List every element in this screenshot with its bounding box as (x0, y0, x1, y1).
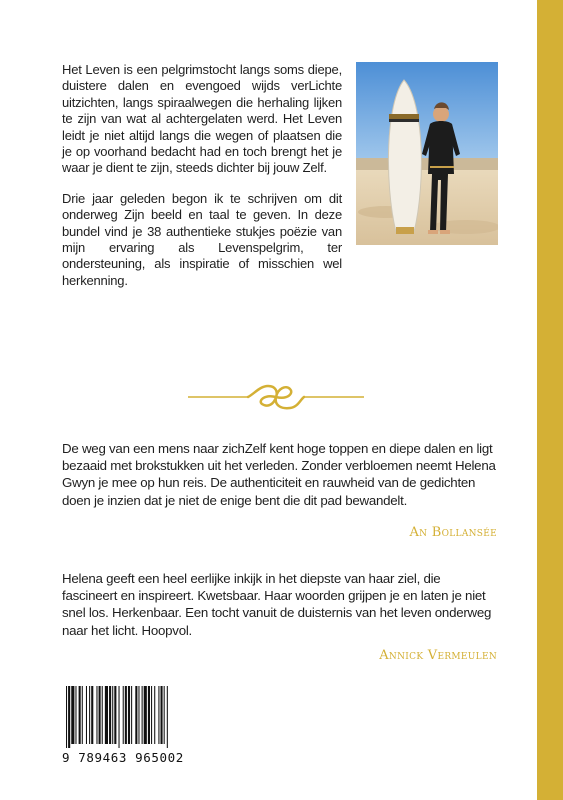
author-photo (356, 62, 498, 245)
review-quote-2: Helena geeft een heel eerlijke inkijk in het diepste van haar ziel, die fascineert en inspireert. Kwetsbaar. Haar woorden grijpen je en laten je niet snel los. Herkenbaar. Een tocht vanuit de duisternis van het leven onderweg naar het licht. Hoopvol. (62, 571, 492, 638)
review-author-2: Annick Vermeulen (379, 648, 497, 663)
infinity-knot-icon (188, 382, 364, 412)
review-quote-1: De weg van een mens naar zichZelf kent hoge toppen en diepe dalen en ligt bezaaid met brokstukken uit het verleden. Zonder verbloemen neemt Helena Gwyn je mee op hun reis. De authenticiteit en rauwheid van de gedichten doen je inzien dat je niet de enige bent die dit pad bewandelt. (62, 441, 496, 508)
book-spine-strip (537, 0, 563, 800)
intro-paragraph-2: Drie jaar geleden begon ik te schrijven om dit onderweg Zijn beeld en taal te geven. In deze bundel vind je 38 authentieke stukjes poëzie van mijn ervaring als Levenspelgrim, ter ondersteuning, als inspiratie of misschien wel herkenning. (62, 190, 342, 288)
intro-paragraph-1: Het Leven is een pelgrimstocht langs soms diepe, duistere dalen en evengoed wijds verLichte uitzichten, langs spiraalwegen die herhaling lijken te zijn van wat al achtergelaten werd. Het Leven leidt je niet altijd langs die wegen of plaatsen die je op voorhand bedacht had en toch brengt het je waar je dient te zijn, steeds dichter bij jouw Zelf. (62, 62, 342, 176)
review-author-1: An Bollansée (409, 525, 497, 540)
intro-text (62, 62, 342, 303)
isbn-digits: 9 789463 965002 (62, 750, 184, 765)
